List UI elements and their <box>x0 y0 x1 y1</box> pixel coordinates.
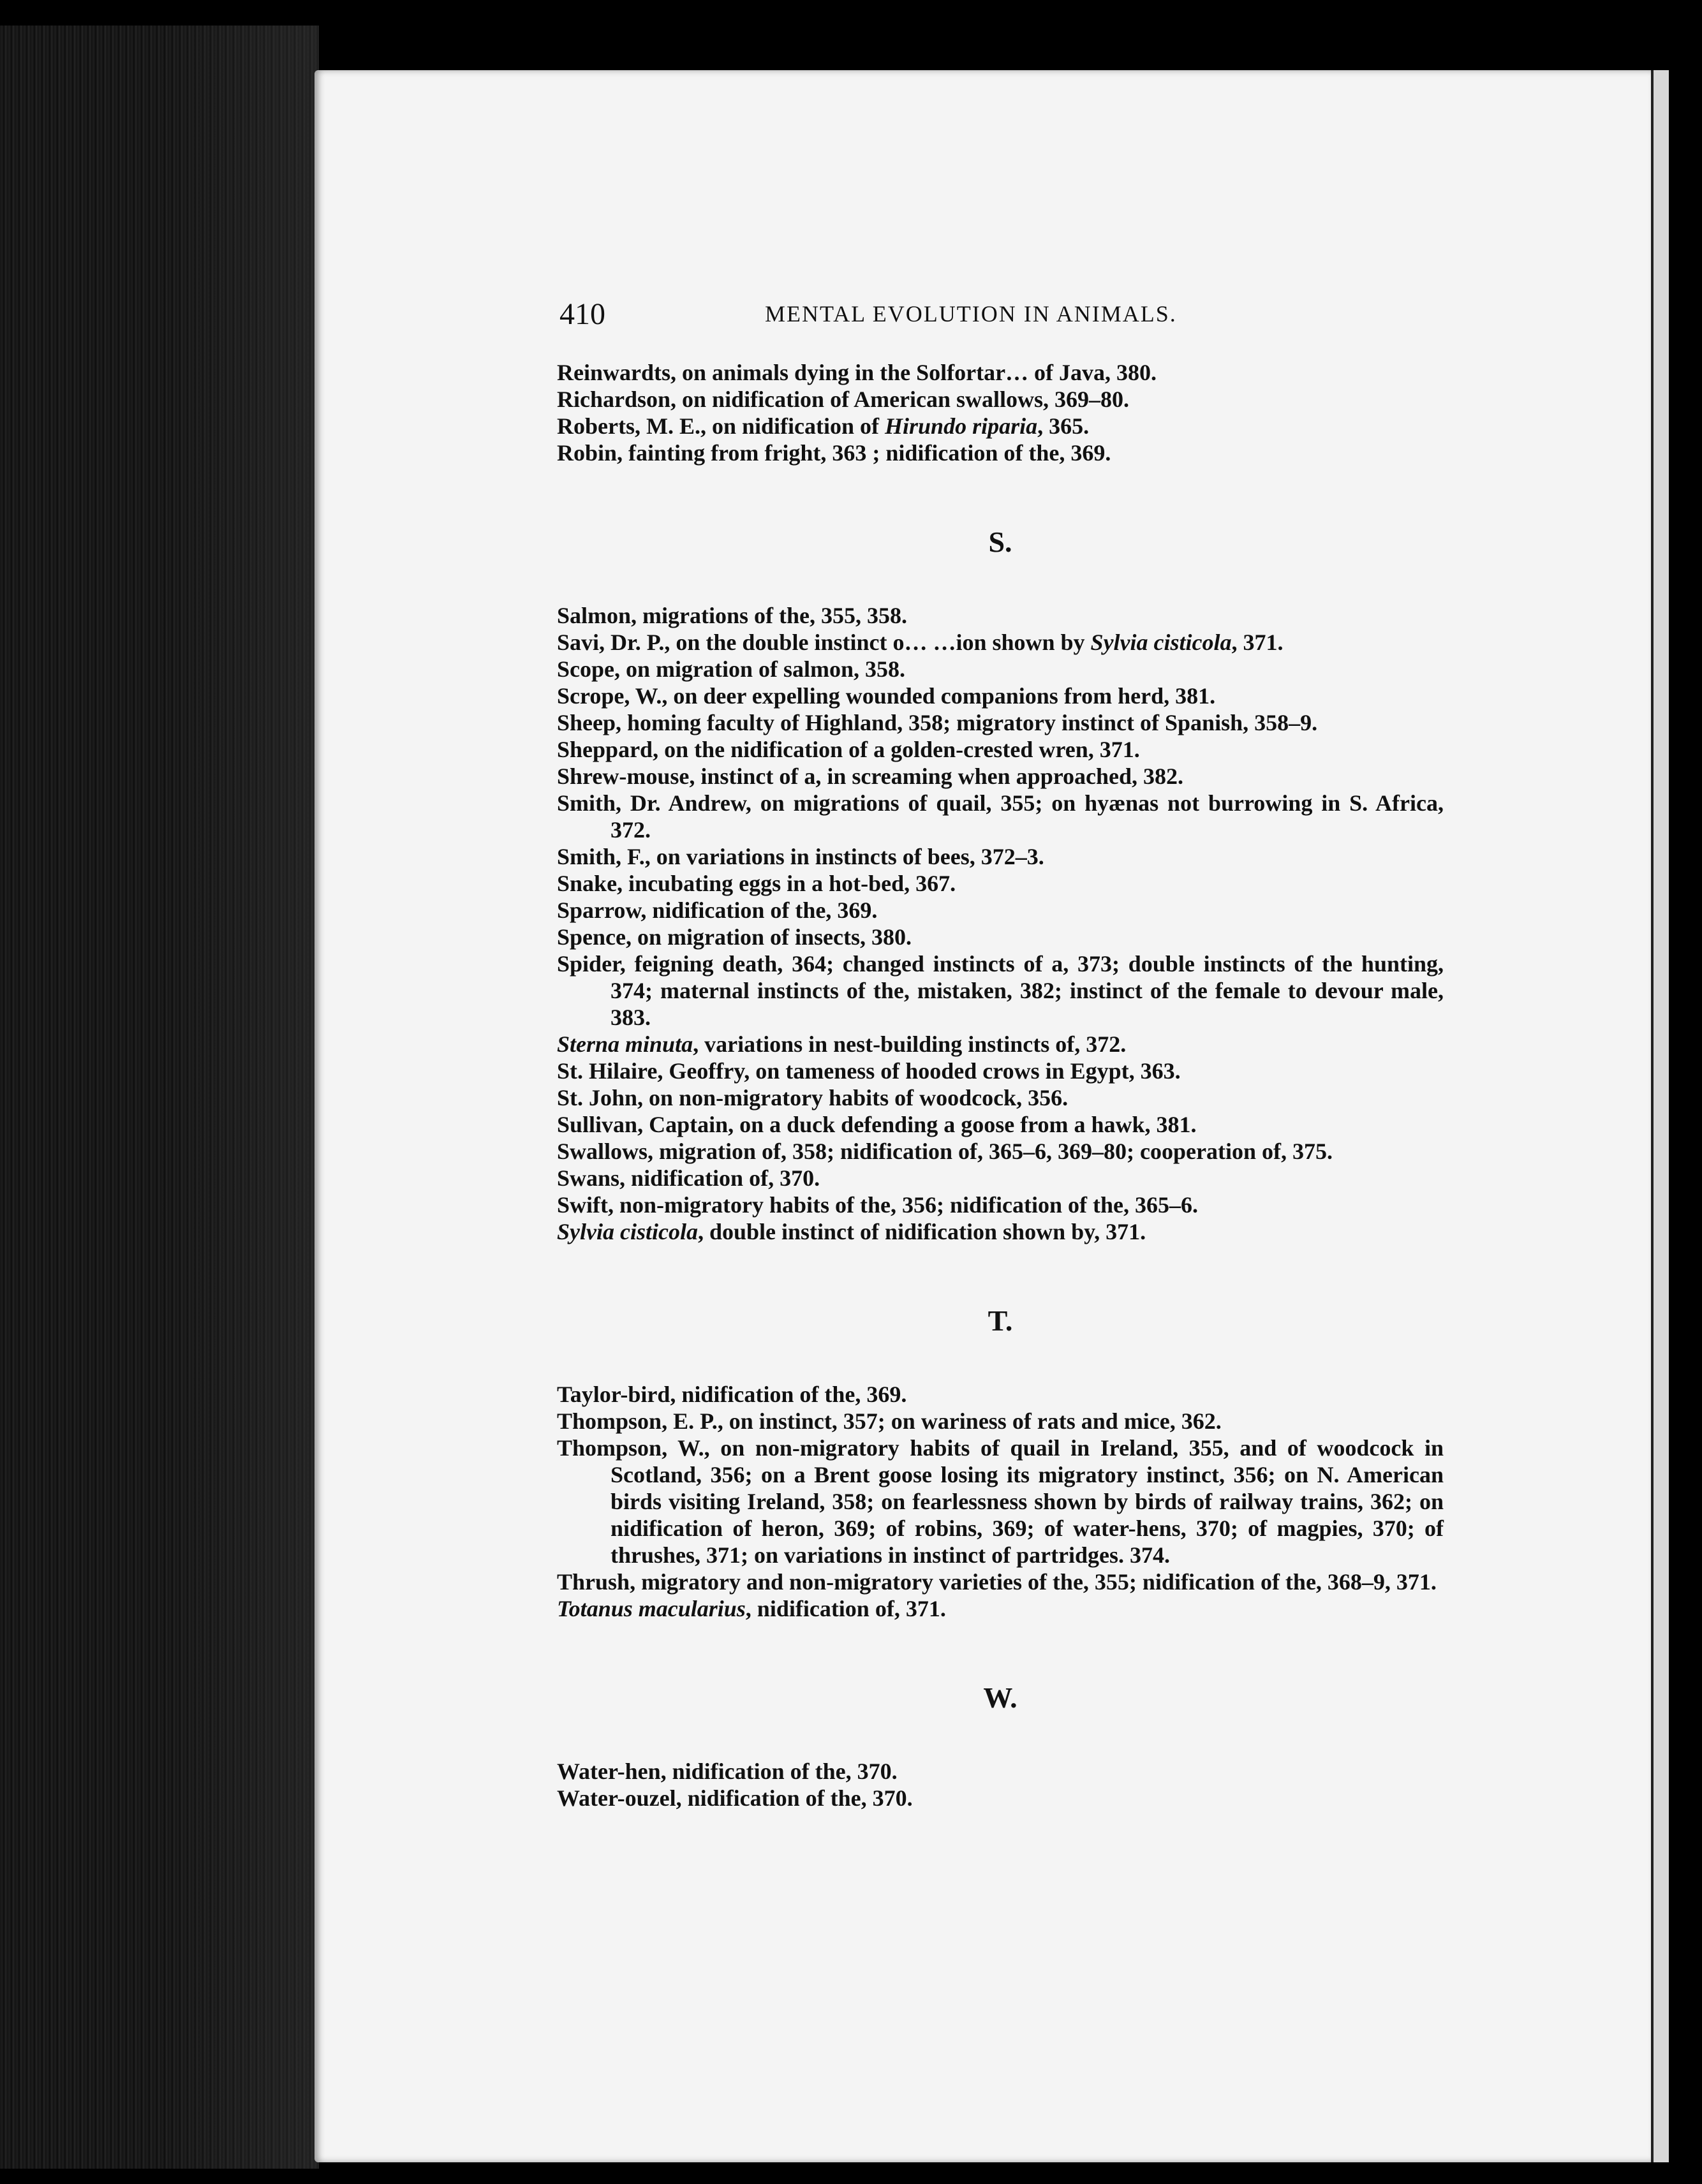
section-letter: W. <box>983 1681 1018 1714</box>
entry-text: , 371. <box>1231 630 1284 655</box>
entry-text: , double instinct of nidification shown by, 371. <box>697 1219 1146 1244</box>
index-entry: Shrew-mouse, instinct of a, in screaming when approached, 382. <box>557 764 1184 789</box>
entry-text: , variations in nest-building instincts of, 372. <box>693 1031 1127 1057</box>
index-entry: Scrope, W., on deer expelling wounded companions from herd, 381. <box>557 683 1216 709</box>
index-entry: Robin, fainting from fright, 363 ; nidification of the, 369. <box>557 440 1111 466</box>
italic-term: Sterna minuta <box>557 1031 693 1057</box>
index-entry: Swans, nidification of, 370. <box>557 1165 820 1191</box>
index-entry: Sheppard, on the nidification of a golden-crested wren, 371. <box>557 737 1140 762</box>
page-header <box>559 297 1248 335</box>
index-entry: Sullivan, Captain, on a duck defending a goose from a hawk, 381. <box>557 1112 1197 1137</box>
index-body <box>557 359 1444 1811</box>
index-entry: Thompson, W., on non-migratory habits of quail in Ireland, 355, and of woodcock in Scotland, 356; on a Brent goose losing its migratory instinct, 356; on N. American birds visiting Ireland, 358; on fearlessness shown by birds of railway trains, 362; on nidification of heron, 369; of robins, 369; of water-hens, 370; of magpies, 370; of thrushes, 371; on variations in instinct of partridges. 374. <box>557 1435 1444 1568</box>
index-entry: Salmon, migrations of the, 355, 358. <box>557 603 907 628</box>
section-letter: T. <box>988 1304 1013 1337</box>
index-entry: Spence, on migration of insects, 380. <box>557 924 912 950</box>
entry-text: , 365. <box>1037 413 1090 439</box>
running-title: MENTAL EVOLUTION IN ANIMALS. <box>765 301 1177 327</box>
italic-term: Totanus macularius <box>557 1596 746 1621</box>
index-entry: Swift, non-migratory habits of the, 356; nidification of the, 365–6. <box>557 1192 1198 1218</box>
index-entry: St. John, on non-migratory habits of woodcock, 356. <box>557 1085 1069 1110</box>
next-page-edge <box>1651 70 1669 2162</box>
index-entry: Sparrow, nidification of the, 369. <box>557 897 878 923</box>
index-entry: Water-hen, nidification of the, 370. <box>557 1759 898 1784</box>
index-entry: St. Hilaire, Geoffry, on tameness of hooded crows in Egypt, 363. <box>557 1058 1181 1084</box>
page-edge-shadow <box>159 26 319 2169</box>
index-entry: Spider, feigning death, 364; changed instincts of a, 373; double instincts of the hunting, 374; maternal instincts of the, mistaken, 382; instinct of the female to devour male, 383. <box>557 951 1444 1030</box>
index-entry: Swallows, migration of, 358; nidification of, 365–6, 369–80; cooperation of, 375. <box>557 1139 1333 1164</box>
entry-text: Savi, Dr. P., on the double instinct o… …ion shown by <box>557 630 1091 655</box>
index-entry <box>557 1595 1444 1622</box>
section-letter: S. <box>988 526 1012 558</box>
index-entry <box>557 1031 1444 1058</box>
italic-term: Sylvia cisticola <box>557 1219 698 1244</box>
index-entry <box>557 629 1444 656</box>
index-entry: Snake, incubating eggs in a hot-bed, 367. <box>557 871 956 896</box>
index-entry: Reinwardts, on animals dying in the Solfortar… of Java, 380. <box>557 360 1157 385</box>
index-entry <box>557 413 1444 439</box>
entry-text: , nidification of, 371. <box>745 1596 946 1621</box>
index-entry: Smith, Dr. Andrew, on migrations of quail, 355; on hyænas not burrowing in S. Africa, 372. <box>557 790 1444 843</box>
index-entry: Richardson, on nidification of American swallows, 369–80. <box>557 387 1130 412</box>
index-entry: Sheep, homing faculty of Highland, 358; migratory instinct of Spanish, 358–9. <box>557 710 1318 735</box>
entry-text: Roberts, M. E., on nidification of <box>557 413 885 439</box>
index-entry: Thompson, E. P., on instinct, 357; on wariness of rats and mice, 362. <box>557 1408 1222 1434</box>
index-entry: Smith, F., on variations in instincts of bees, 372–3. <box>557 844 1044 869</box>
index-entry: Scope, on migration of salmon, 358. <box>557 656 906 682</box>
index-entry: Water-ouzel, nidification of the, 370. <box>557 1785 913 1811</box>
index-entry: Taylor-bird, nidification of the, 369. <box>557 1382 907 1407</box>
italic-term: Hirundo riparia <box>885 413 1038 439</box>
page-number: 410 <box>559 297 605 331</box>
index-entry: Thrush, migratory and non-migratory varieties of the, 355; nidification of the, 368–9, 371. <box>557 1569 1437 1595</box>
index-entry <box>557 1218 1444 1245</box>
italic-term: Sylvia cisticola <box>1090 630 1232 655</box>
